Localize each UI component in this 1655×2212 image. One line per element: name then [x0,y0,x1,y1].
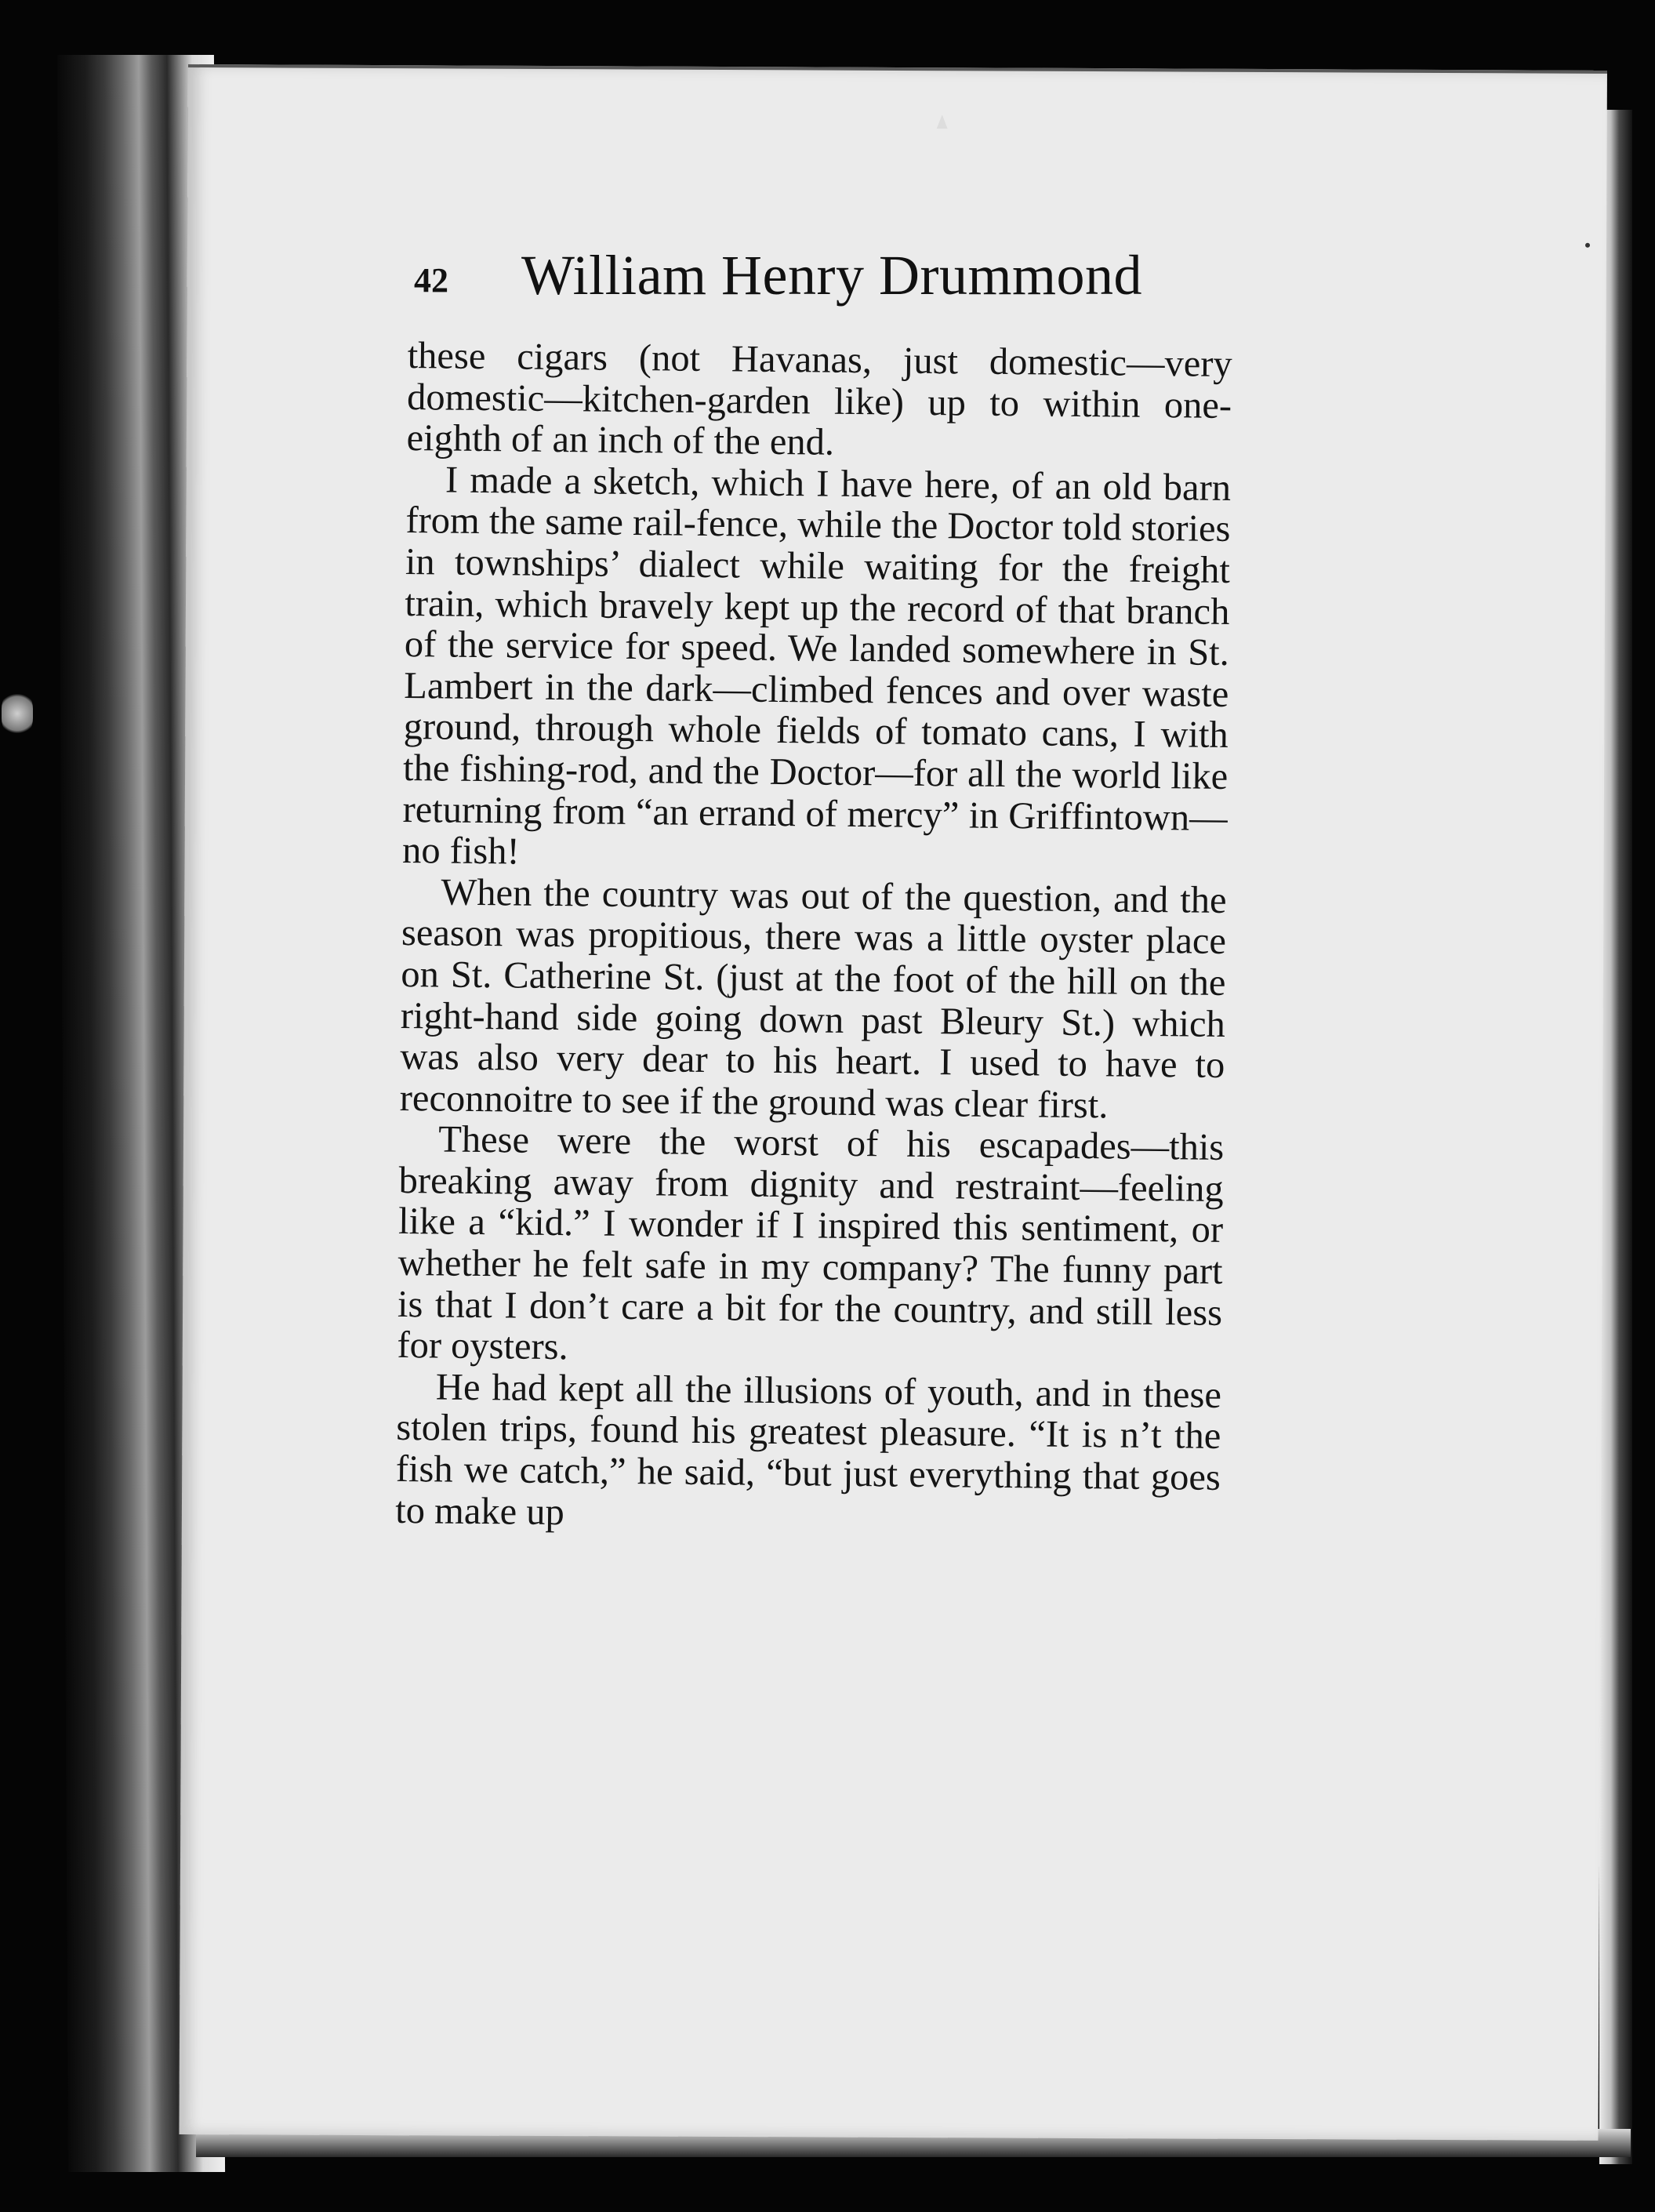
running-title: William Henry Drummond [521,244,1142,307]
paragraph: When the country was out of the question, and the season was propitious, there was a little oyster place on St. Catherine St. (just at the foot of the hill on the right-hand side going down past Bleury St.) which was also very dear to his heart. I used to have to reconnoitre to see if the ground was clear first. [399,871,1227,1127]
paragraph: these cigars (not Havanas, just domestic—very domestic—kitchen-garden like) up to within one-eighth of an inch of the end. [406,335,1232,463]
page-notch [937,114,948,129]
paragraph: I made a sketch, which I have here, of an old barn from the same rail-fence, while the Doctor told stories in townships’ dialect while waiting for the freight train, which bravely kept up the record of that branch of the service for speed. We landed somewhere in St. Lambert in the dark—climbed fences and over waste ground, through whole fields of tomato cans, I with the fishing-rod, and the Doctor—for all the world like returning from “an errand of mercy” in Griffintown—no fish! [401,459,1232,873]
body-text [395,336,1232,1540]
paragraph: These were the worst of his escapades—this breaking away from dignity and restraint—feeling like a “kid.” I wonder if I inspired this sentiment, or whether he felt safe in my company? The funny part is that I don’t care a bit for the country, and still less for oysters. [397,1118,1225,1368]
page-number: 42 [414,261,448,300]
paragraph: He had kept all the illusions of youth, and in these stolen trips, found his greatest pleasure. “It is n’t the fish we catch,” he said, “but just everything that goes to make up [395,1366,1222,1533]
scan-artifact [2,690,33,737]
page-top-edge [188,64,1607,74]
dust-speck [1585,243,1590,248]
